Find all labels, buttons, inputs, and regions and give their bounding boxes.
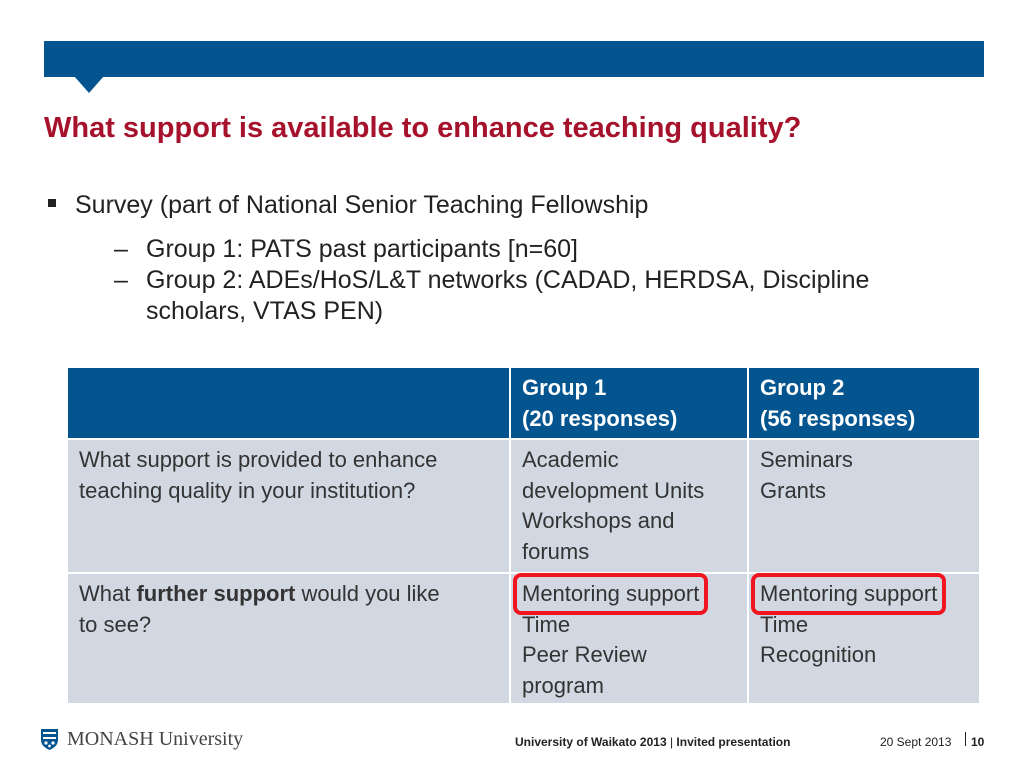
table-row bbox=[68, 573, 980, 704]
footer-date: 20 Sept 2013 bbox=[880, 735, 952, 749]
footer-venue: University of Waikato 2013 bbox=[515, 735, 667, 749]
highlighted-answer-text: Mentoring support bbox=[522, 581, 700, 606]
answer-line: Grants bbox=[760, 477, 827, 503]
slide-title: What support is available to enhance teaching quality? bbox=[44, 112, 802, 144]
footer-divider bbox=[965, 732, 966, 746]
header-bar-notch bbox=[74, 76, 104, 93]
highlight-box bbox=[513, 573, 708, 615]
sub-bullet-group2 bbox=[48, 265, 988, 327]
question-suffix: would you like bbox=[295, 581, 440, 606]
answer-line: Recognition bbox=[760, 642, 877, 667]
sub-bullet-group2-line1: Group 2: ADEs/HoS/L&T networks (CADAD, HERDSA, Discipline bbox=[146, 266, 870, 294]
highlighted-answer bbox=[522, 579, 699, 610]
answer-line: forums bbox=[522, 538, 590, 564]
answer-line: development Units bbox=[522, 477, 705, 503]
group1-answer-cell bbox=[510, 573, 748, 704]
header-bar bbox=[44, 41, 984, 77]
logo-wordmark bbox=[67, 727, 243, 751]
footer-separator-text: | bbox=[666, 735, 677, 749]
question-prefix: What bbox=[79, 581, 137, 606]
header-group2 bbox=[748, 368, 980, 439]
header-group2-line1: Group 2 bbox=[760, 375, 845, 400]
question-line: to see? bbox=[79, 611, 152, 637]
bullet-list bbox=[48, 189, 988, 327]
answer-line: Academic bbox=[522, 447, 619, 472]
monash-logo bbox=[40, 726, 243, 752]
question-line: What support is provided to enhance bbox=[79, 447, 438, 472]
logo-wordmark-rest: University bbox=[153, 728, 244, 750]
header-group1-line1: Group 1 bbox=[522, 375, 607, 400]
answer-line: Workshops and bbox=[522, 508, 675, 533]
answer-line: Seminars bbox=[760, 447, 853, 472]
group2-answer-cell bbox=[748, 439, 980, 573]
table-row bbox=[68, 439, 980, 573]
footer-event: Invited presentation bbox=[676, 735, 791, 749]
question-bold-text: further support bbox=[136, 581, 296, 606]
header-group1-line2: (20 responses) bbox=[522, 405, 678, 431]
answer-line: program bbox=[522, 672, 604, 698]
question-line bbox=[79, 579, 499, 610]
dash-marker: – bbox=[114, 266, 128, 294]
monash-shield-icon bbox=[40, 728, 59, 751]
dash-marker: – bbox=[114, 235, 128, 263]
header-group2-line2: (56 responses) bbox=[760, 405, 916, 431]
answer-line: Peer Review bbox=[522, 642, 647, 667]
square-bullet-icon bbox=[48, 199, 56, 207]
footer-presentation bbox=[515, 735, 790, 749]
question-cell bbox=[68, 573, 510, 704]
sub-bullet-group1 bbox=[48, 234, 988, 265]
question-line: teaching quality in your institution? bbox=[79, 477, 416, 503]
logo-wordmark-strong: MONASH bbox=[67, 728, 154, 750]
answer-line: Time bbox=[760, 611, 809, 637]
answer-line-highlighted bbox=[522, 579, 737, 610]
bullet-survey-text: Survey (part of National Senior Teaching Fellowship bbox=[75, 191, 649, 219]
highlighted-answer bbox=[760, 579, 937, 610]
highlighted-answer-text: Mentoring support bbox=[760, 581, 938, 606]
highlight-box bbox=[751, 573, 946, 615]
header-group1 bbox=[510, 368, 748, 439]
group1-answer-cell bbox=[510, 439, 748, 573]
answer-line: Time bbox=[522, 611, 571, 637]
bullet-survey bbox=[48, 189, 988, 221]
group2-answer-cell bbox=[748, 573, 980, 704]
table-header-row bbox=[68, 368, 980, 439]
sub-bullet-group2-line2: scholars, VTAS PEN) bbox=[146, 297, 384, 325]
page-number: 10 bbox=[971, 735, 985, 749]
survey-table bbox=[68, 368, 981, 705]
question-cell bbox=[68, 439, 510, 573]
header-empty-cell bbox=[68, 368, 510, 439]
sub-bullet-group1-text: Group 1: PATS past participants [n=60] bbox=[146, 235, 578, 263]
answer-line-highlighted bbox=[760, 579, 969, 610]
